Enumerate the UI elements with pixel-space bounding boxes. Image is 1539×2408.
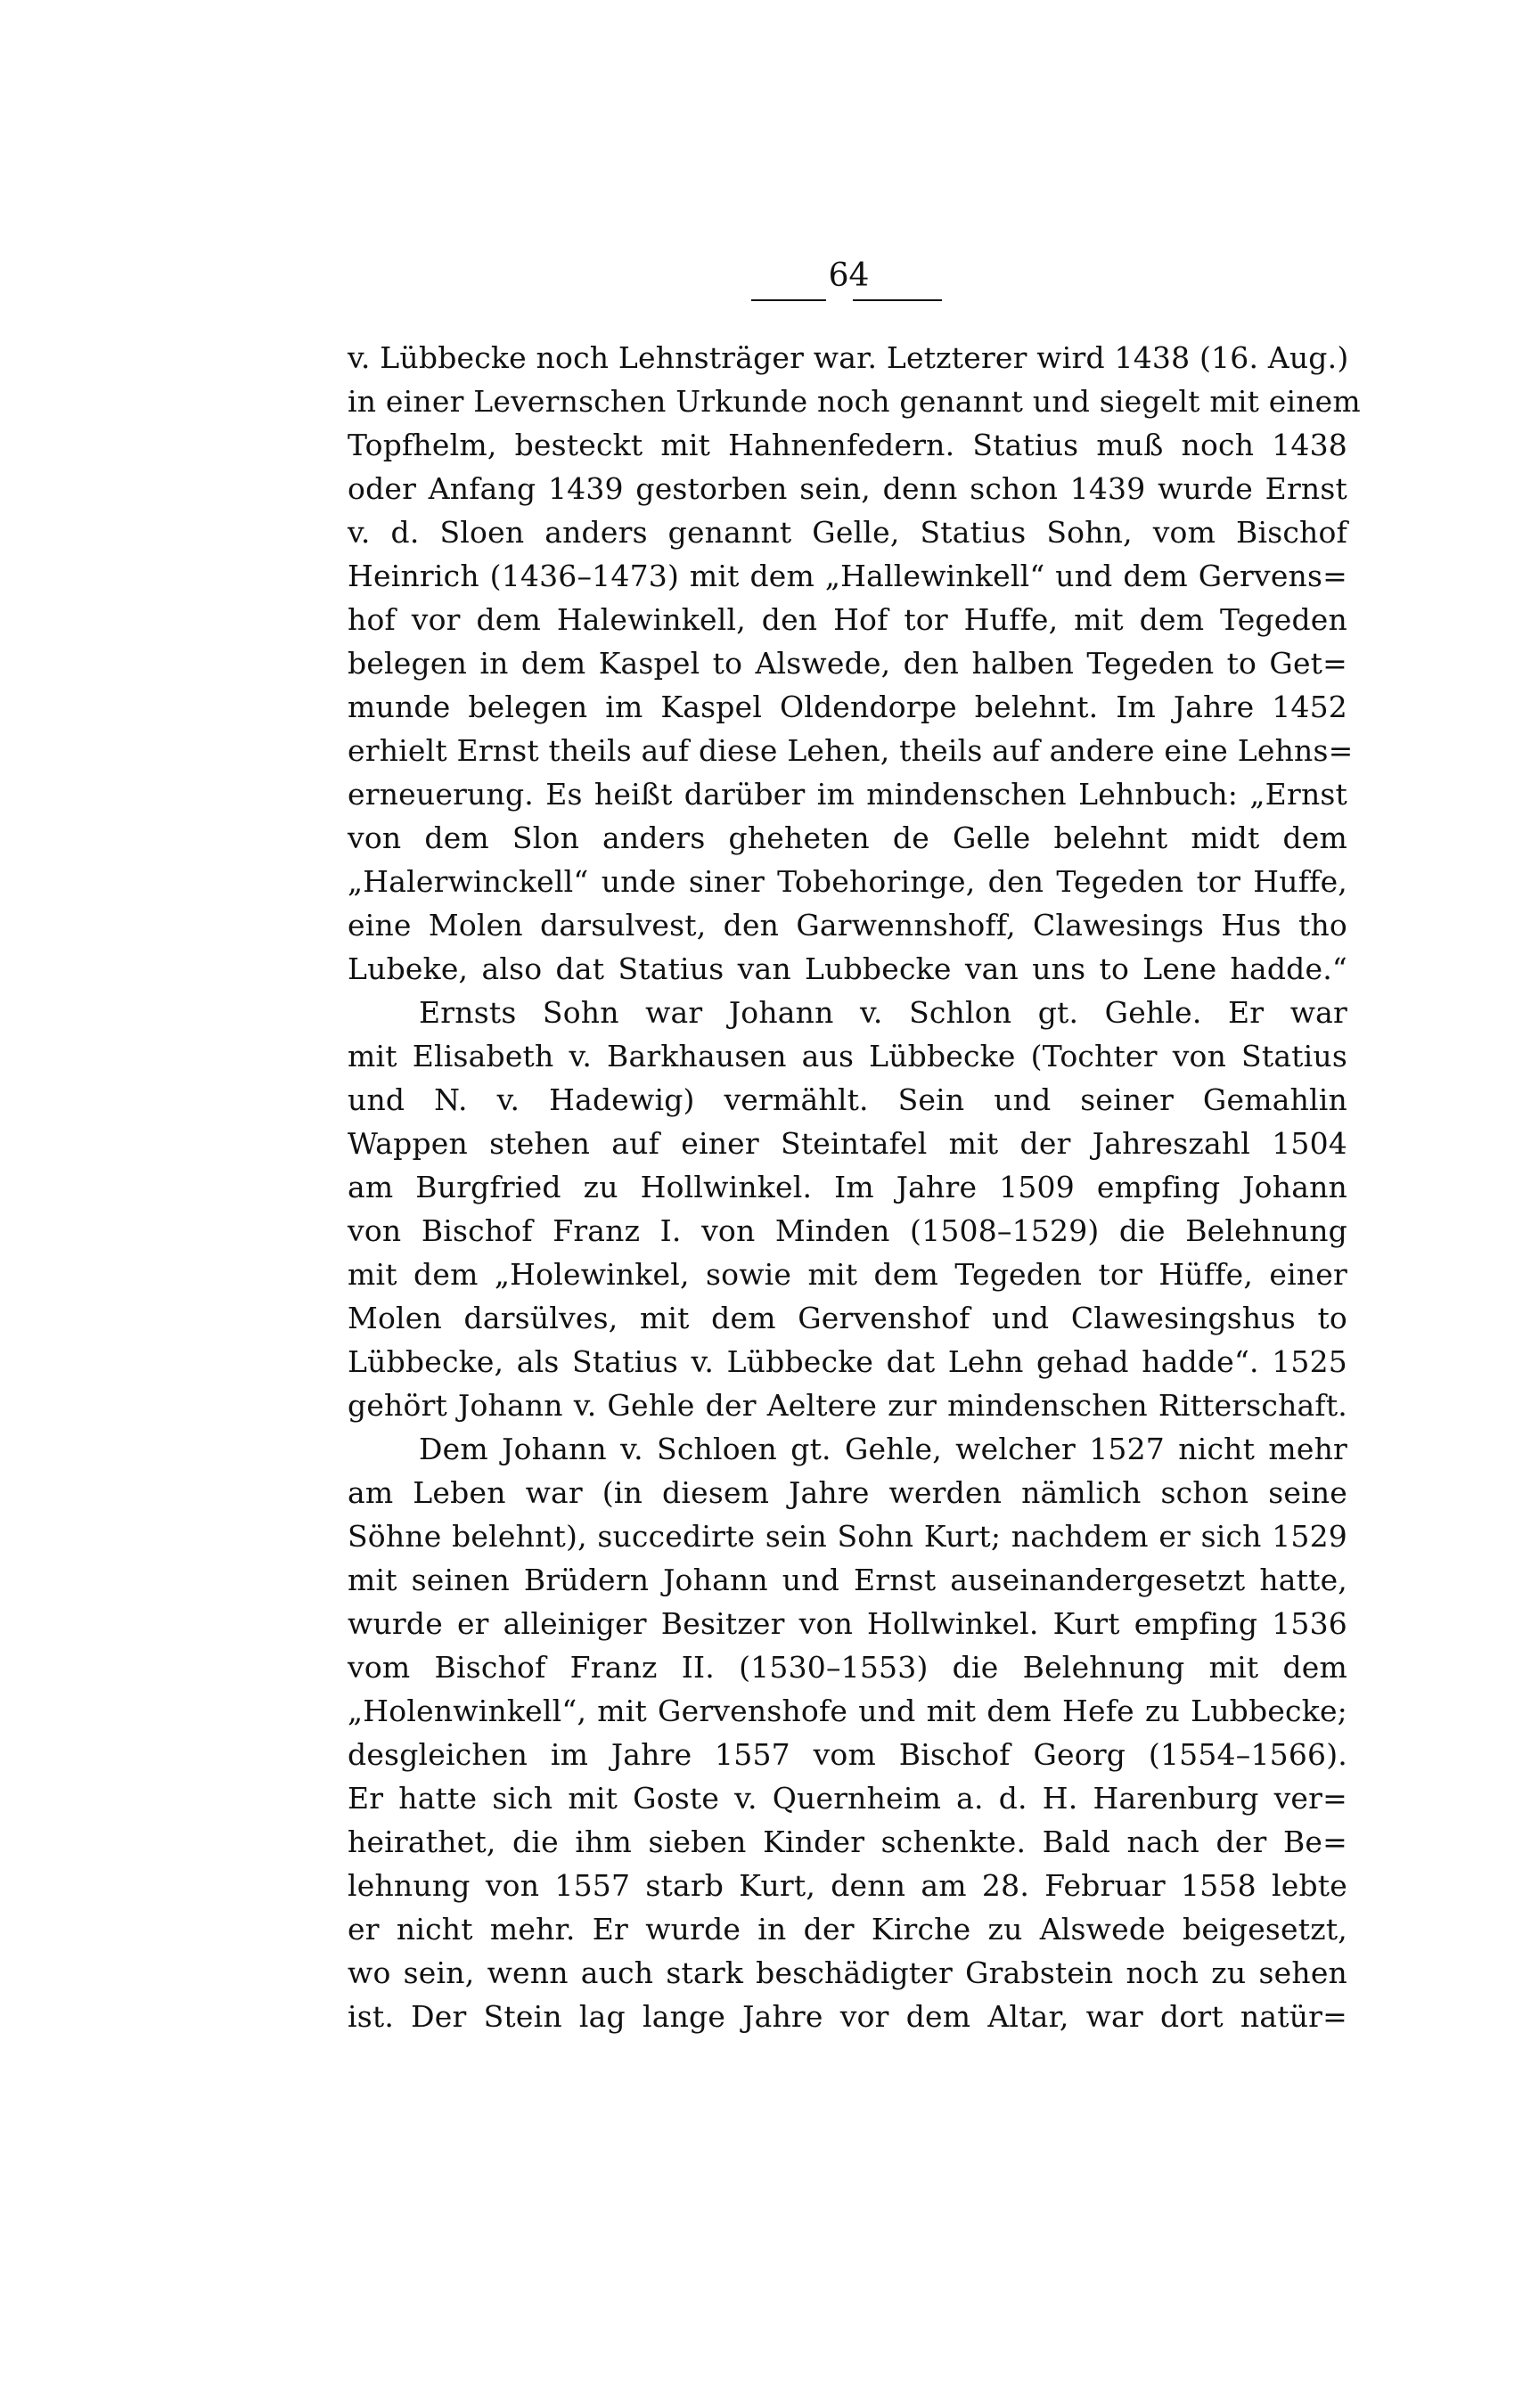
text-line: oder Anfang 1439 gestorben sein, denn schon 1439 wurde Ernst xyxy=(348,471,1347,506)
text-line: in einer Levernschen Urkunde noch genannt und siegelt mit einem xyxy=(348,384,1361,419)
header-rule-left xyxy=(751,299,826,301)
text-line: erneuerung. Es heißt darüber im mindenschen Lehnbuch: „Ernst xyxy=(348,777,1347,812)
text-line: „Holenwinkell“, mit Gervenshofe und mit dem Hefe zu Lubbecke; xyxy=(348,1694,1347,1728)
body-text xyxy=(348,336,1361,2038)
paragraph-start-line: Dem Johann v. Schloen gt. Gehle, welcher 1527 nicht mehr xyxy=(419,1432,1347,1466)
text-line: Topfhelm, besteckt mit Hahnenfedern. Statius muß noch 1438 xyxy=(348,428,1347,462)
text-line: Söhne belehnt), succedirte sein Sohn Kurt; nachdem er sich 1529 xyxy=(348,1519,1347,1554)
text-line: gehört Johann v. Gehle der Aeltere zur mindenschen Ritterschaft. xyxy=(348,1388,1347,1423)
text-line: v. Lübbecke noch Lehnsträger war. Letzterer wird 1438 (16. Aug.) xyxy=(348,340,1349,375)
text-line: Er hatte sich mit Goste v. Quernheim a. d. H. Harenburg ver= xyxy=(348,1781,1347,1816)
text-line: munde belegen im Kaspel Oldendorpe belehnt. Im Jahre 1452 xyxy=(348,690,1347,724)
text-line: am Burgfried zu Hollwinkel. Im Jahre 1509 empfing Johann xyxy=(348,1170,1347,1204)
text-line: Lubeke, also dat Statius van Lubbecke van uns to Lene hadde.“ xyxy=(348,951,1347,986)
paragraph-start-line: Ernsts Sohn war Johann v. Schlon gt. Gehle. Er war xyxy=(419,995,1347,1030)
text-line: mit dem „Holewinkel, sowie mit dem Tegeden tor Hüffe, einer xyxy=(348,1257,1347,1292)
text-line: ist. Der Stein lag lange Jahre vor dem Altar, war dort natür= xyxy=(348,1999,1347,2034)
text-line: hof vor dem Halewinkell, den Hof tor Huffe, mit dem Tegeden xyxy=(348,602,1347,637)
text-line: von dem Slon anders gheheten de Gelle belehnt midt dem xyxy=(348,820,1347,855)
text-line: belegen in dem Kaspel to Alswede, den halben Tegeden to Get= xyxy=(348,646,1347,681)
text-line: mit seinen Brüdern Johann und Ernst auseinandergesetzt hatte, xyxy=(348,1563,1347,1597)
page-number: 64 xyxy=(828,257,870,294)
text-line: und N. v. Hadewig) vermählt. Sein und seiner Gemahlin xyxy=(348,1082,1347,1117)
text-line: am Leben war (in diesem Jahre werden nämlich schon seine xyxy=(348,1475,1347,1510)
header-rule-right xyxy=(853,299,942,301)
text-line: desgleichen im Jahre 1557 vom Bischof Georg (1554–1566). xyxy=(348,1737,1347,1772)
text-line: er nicht mehr. Er wurde in der Kirche zu Alswede beigesetzt, xyxy=(348,1912,1347,1947)
text-line: Heinrich (1436–1473) mit dem „Hallewinkell“ und dem Gervens= xyxy=(348,559,1347,593)
text-line: vom Bischof Franz II. (1530–1553) die Belehnung mit dem xyxy=(348,1650,1347,1685)
text-line: erhielt Ernst theils auf diese Lehen, theils auf andere eine Lehns= xyxy=(348,733,1354,768)
text-line: v. d. Sloen anders genannt Gelle, Statius Sohn, vom Bischof xyxy=(348,515,1347,550)
text-line: eine Molen darsulvest, den Garwennshoff, Clawesings Hus tho xyxy=(348,908,1347,943)
text-line: „Halerwinckell“ unde siner Tobehoringe, den Tegeden tor Huffe, xyxy=(348,864,1347,899)
text-line: wo sein, wenn auch stark beschädigter Grabstein noch zu sehen xyxy=(348,1955,1347,1990)
text-line: mit Elisabeth v. Barkhausen aus Lübbecke (Tochter von Statius xyxy=(348,1039,1347,1073)
text-line: heirathet, die ihm sieben Kinder schenkte. Bald nach der Be= xyxy=(348,1824,1347,1859)
text-line: Wappen stehen auf einer Steintafel mit der Jahreszahl 1504 xyxy=(348,1126,1347,1161)
text-line: Lübbecke, als Statius v. Lübbecke dat Lehn gehad hadde“. 1525 xyxy=(348,1344,1347,1379)
text-line: von Bischof Franz I. von Minden (1508–1529) die Belehnung xyxy=(348,1213,1347,1248)
text-line: wurde er alleiniger Besitzer von Hollwinkel. Kurt empfing 1536 xyxy=(348,1606,1347,1641)
text-line: Molen darsülves, mit dem Gervenshof und Clawesingshus to xyxy=(348,1301,1347,1335)
text-line: lehnung von 1557 starb Kurt, denn am 28. Februar 1558 lebte xyxy=(348,1868,1347,1903)
